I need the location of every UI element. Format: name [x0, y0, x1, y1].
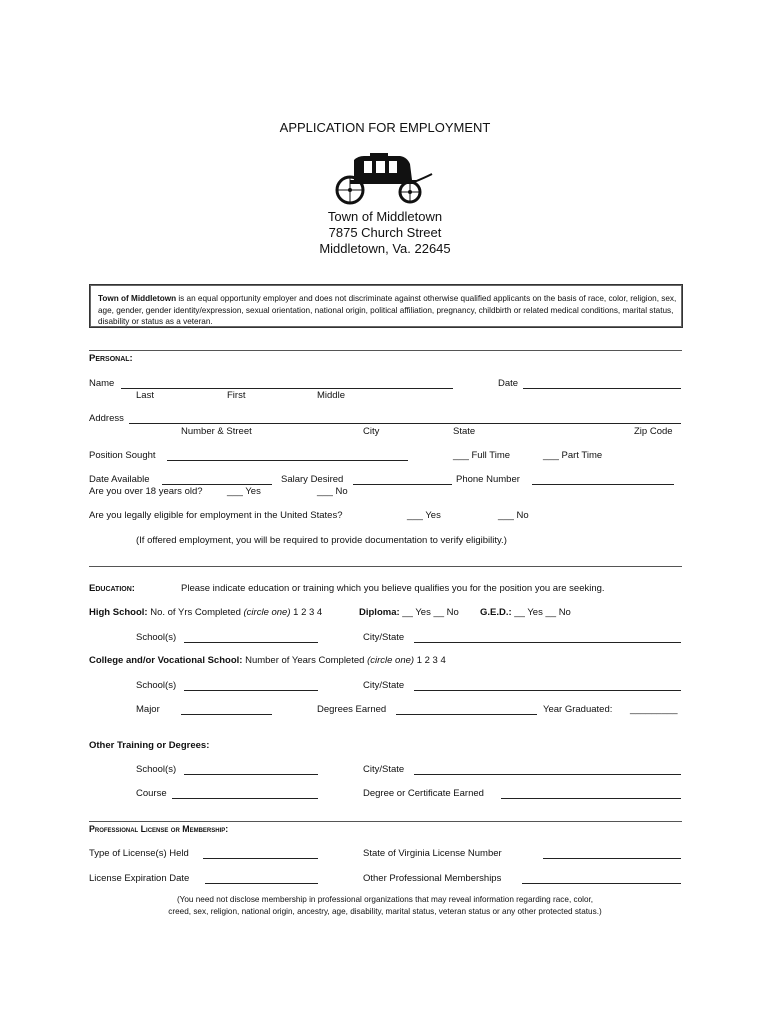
full-time-option[interactable]: ___ Full Time [453, 450, 511, 461]
college-city-state-field[interactable] [414, 690, 681, 691]
position-field[interactable] [167, 460, 408, 461]
other-training-heading: Other Training or Degrees: [89, 740, 210, 751]
city-caption: City [363, 426, 380, 437]
va-license-field[interactable] [543, 858, 681, 859]
eligible-label: Are you legally eligible for employment in the United States? [89, 510, 343, 521]
professional-heading: Professional License or Membership: [89, 824, 229, 834]
org-street: 7875 Church Street [328, 225, 442, 240]
ged-opts[interactable]: __ Yes __ No [511, 607, 571, 618]
page-title: APPLICATION FOR EMPLOYMENT [279, 120, 491, 135]
salary-field[interactable] [353, 484, 452, 485]
name-label: Name [89, 378, 115, 389]
last-caption: Last [136, 390, 154, 401]
phone-label: Phone Number [456, 474, 520, 485]
college-years: Number of Years Completed [242, 655, 368, 666]
name-field[interactable] [121, 388, 453, 389]
diploma-label: Diploma: [359, 607, 400, 618]
over18-yes[interactable]: ___ Yes [227, 486, 261, 497]
divider [89, 350, 682, 351]
first-caption: First [227, 390, 246, 401]
diploma-opts[interactable]: __ Yes __ No [399, 607, 459, 618]
expiration-label: License Expiration Date [89, 873, 190, 884]
year-graduated-label: Year Graduated: [543, 704, 613, 715]
diploma-row [359, 607, 459, 618]
middle-caption: Middle [317, 390, 345, 401]
ged-label: G.E.D.: [480, 607, 512, 618]
major-field[interactable] [181, 714, 272, 715]
circle-one: (circle one) [367, 655, 415, 666]
disclaimer-line-1: (You need not disclose membership in professional organizations that may reveal information regarding race, color, [176, 895, 594, 904]
eeo-notice-text [98, 293, 678, 328]
eeo-notice-body: is an equal opportunity employer and does not discriminate against otherwise qualified applicants on the basis of race, color, religion, sex, age, gender, gender identity/expression, sexual orientation, national origin, political affiliation, pregnancy, childbirth or related medical conditions, marital status, disability or status as a veteran. [98, 294, 677, 326]
other-schools-field[interactable] [184, 774, 318, 775]
divider [89, 566, 682, 567]
hs-city-state-field[interactable] [414, 642, 681, 643]
date-field[interactable] [523, 388, 681, 389]
eeo-notice-org: Town of Middletown [98, 294, 177, 303]
circle-one: (circle one) [243, 607, 291, 618]
college-schools-label: School(s) [136, 680, 177, 691]
position-label: Position Sought [89, 450, 156, 461]
part-time-option[interactable]: ___ Part Time [543, 450, 603, 461]
college-city-state-label: City/State [363, 680, 405, 691]
eligible-note: (If offered employment, you will be required to provide documentation to verify eligibility.) [136, 535, 507, 546]
stagecoach-icon [330, 150, 438, 206]
date-label: Date [498, 378, 519, 389]
education-heading: Education: [89, 583, 135, 594]
other-schools-label: School(s) [136, 764, 177, 775]
education-instruction: Please indicate education or training which you believe qualifies you for the position you are seeking. [181, 583, 605, 594]
org-name: Town of Middletown [327, 209, 443, 224]
eligible-yes[interactable]: ___ Yes [407, 510, 441, 521]
va-license-label: State of Virginia License Number [363, 848, 502, 859]
college-row [89, 655, 446, 666]
degrees-earned-field[interactable] [396, 714, 537, 715]
ged-row [480, 607, 571, 618]
hs-nums[interactable]: 1 2 3 4 [290, 607, 323, 618]
college-schools-field[interactable] [184, 690, 318, 691]
expiration-field[interactable] [205, 883, 318, 884]
hs-city-state-label: City/State [363, 632, 405, 643]
disclaimer-line-2: creed, sex, religion, national origin, ancestry, age, disability, marital status, veteran status or any other protected status.) [168, 907, 602, 916]
college-label: College and/or Vocational School: [89, 655, 243, 666]
org-city: Middletown, Va. 22645 [319, 241, 451, 256]
address-label: Address [89, 413, 124, 424]
date-available-label: Date Available [89, 474, 150, 485]
over18-no[interactable]: ___ No [317, 486, 348, 497]
license-type-field[interactable] [203, 858, 318, 859]
date-available-field[interactable] [162, 484, 272, 485]
salary-label: Salary Desired [281, 474, 344, 485]
phone-field[interactable] [532, 484, 674, 485]
year-graduated-field[interactable]: _________ [630, 704, 678, 715]
hs-years: No. of Yrs Completed [147, 607, 244, 618]
license-type-label: Type of License(s) Held [89, 848, 189, 859]
over18-label: Are you over 18 years old? [89, 486, 203, 497]
other-memberships-label: Other Professional Memberships [363, 873, 502, 884]
other-city-state-label: City/State [363, 764, 405, 775]
degrees-earned-label: Degrees Earned [317, 704, 387, 715]
personal-heading: Personal: [89, 353, 133, 364]
other-memberships-field[interactable] [522, 883, 681, 884]
college-nums[interactable]: 1 2 3 4 [414, 655, 446, 666]
hs-schools-label: School(s) [136, 632, 177, 643]
course-label: Course [136, 788, 167, 799]
eligible-no[interactable]: ___ No [498, 510, 529, 521]
hs-schools-field[interactable] [184, 642, 318, 643]
hs-label: High School: [89, 607, 148, 618]
other-city-state-field[interactable] [414, 774, 681, 775]
eeo-notice-box [89, 284, 683, 328]
major-label: Major [136, 704, 160, 715]
high-school-row [89, 607, 322, 618]
state-caption: State [453, 426, 476, 437]
number-street-caption: Number & Street [181, 426, 252, 437]
address-field[interactable] [129, 423, 681, 424]
divider [89, 821, 682, 822]
degree-cert-field[interactable] [501, 798, 681, 799]
course-field[interactable] [172, 798, 318, 799]
zip-caption: Zip Code [634, 426, 673, 437]
degree-cert-label: Degree or Certificate Earned [363, 788, 484, 799]
